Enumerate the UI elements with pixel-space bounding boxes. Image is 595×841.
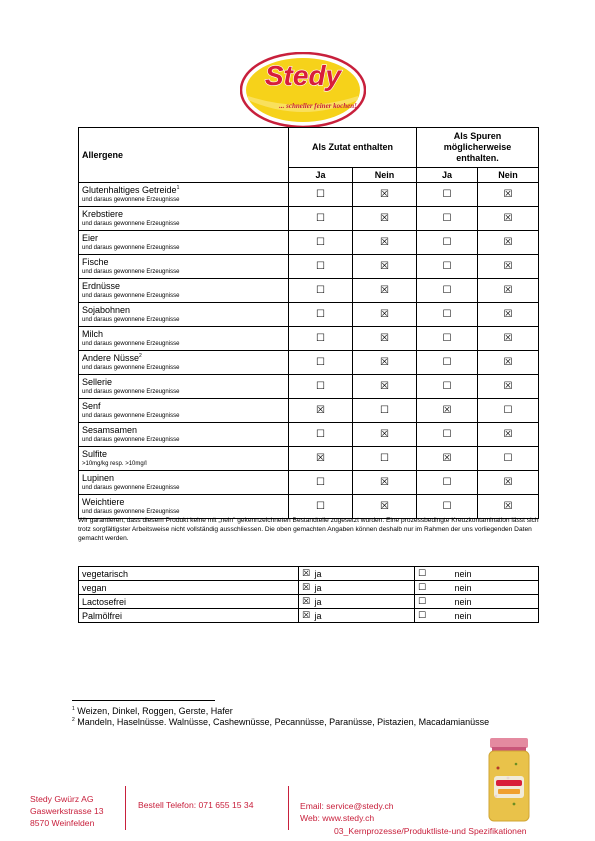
allergen-name: Sulfite <box>82 449 108 459</box>
allergen-row <box>79 279 539 303</box>
diet-row <box>79 595 539 609</box>
diet-yes-label: ja <box>315 609 415 623</box>
header-traces: Als Spuren möglicherweise enthalten. <box>417 128 539 168</box>
checkbox-t-yes[interactable]: ☐ <box>417 183 478 207</box>
allergen-name-cell <box>79 351 289 375</box>
allergen-name-cell <box>79 303 289 327</box>
allergen-name: Milch <box>82 329 104 339</box>
allergen-name-cell <box>79 471 289 495</box>
diet-yes-checkbox[interactable]: ☒ <box>299 567 315 581</box>
diet-row <box>79 581 539 595</box>
diet-row <box>79 567 539 581</box>
checkbox-i-yes[interactable]: ☐ <box>289 255 353 279</box>
checkbox-t-yes[interactable]: ☐ <box>417 375 478 399</box>
footer-street: Gaswerkstrasse 13 <box>30 806 104 816</box>
footnote-ref: 2 <box>139 353 142 359</box>
diet-yes-label: ja <box>315 567 415 581</box>
allergen-subtext: und daraus gewonnene Erzeugnisse <box>82 269 180 275</box>
checkbox-t-yes[interactable]: ☐ <box>417 255 478 279</box>
checkbox-i-yes[interactable]: ☐ <box>289 423 353 447</box>
checkbox-t-no[interactable]: ☒ <box>478 351 539 375</box>
allergen-name: Lupinen <box>82 473 115 483</box>
allergen-name-cell <box>79 495 289 519</box>
diet-no-checkbox[interactable]: ☐ <box>415 567 431 581</box>
allergen-row <box>79 447 539 471</box>
checkbox-t-no[interactable]: ☒ <box>478 375 539 399</box>
allergen-row <box>79 207 539 231</box>
allergen-row <box>79 471 539 495</box>
diet-no-label: nein <box>431 567 539 581</box>
allergen-name-cell <box>79 255 289 279</box>
footnotes <box>72 706 552 728</box>
allergen-row <box>79 399 539 423</box>
checkbox-t-yes[interactable]: ☐ <box>417 327 478 351</box>
checkbox-t-yes[interactable]: ☐ <box>417 495 478 519</box>
checkbox-i-no[interactable]: ☒ <box>353 495 417 519</box>
diet-no-label: nein <box>431 581 539 595</box>
allergen-name-cell <box>79 183 289 207</box>
product-jar-image <box>486 738 532 822</box>
checkbox-i-no[interactable]: ☒ <box>353 279 417 303</box>
allergen-row <box>79 351 539 375</box>
allergen-name: Senf <box>82 401 101 411</box>
allergen-name-cell <box>79 399 289 423</box>
checkbox-t-no[interactable]: ☒ <box>478 231 539 255</box>
allergen-subtext: und daraus gewonnene Erzeugnisse <box>82 365 180 371</box>
allergen-row <box>79 327 539 351</box>
checkbox-i-yes[interactable]: ☐ <box>289 279 353 303</box>
diet-no-label: nein <box>431 595 539 609</box>
checkbox-i-yes[interactable]: ☐ <box>289 351 353 375</box>
allergen-row <box>79 183 539 207</box>
checkbox-i-no[interactable]: ☒ <box>353 207 417 231</box>
checkbox-t-yes[interactable]: ☐ <box>417 423 478 447</box>
allergen-name: Eier <box>82 233 99 243</box>
allergen-subtext: >10mg/kg resp. >10mg/l <box>82 461 147 467</box>
allergen-subtext: und daraus gewonnene Erzeugnisse <box>82 245 180 251</box>
footer-contact <box>300 800 394 824</box>
allergen-table <box>78 127 539 519</box>
checkbox-t-no[interactable]: ☒ <box>478 495 539 519</box>
allergen-name-cell <box>79 447 289 471</box>
checkbox-t-yes[interactable]: ☐ <box>417 279 478 303</box>
diet-label: Lactosefrei <box>79 595 299 609</box>
checkbox-i-no[interactable]: ☐ <box>353 399 417 423</box>
checkbox-i-no[interactable]: ☒ <box>353 423 417 447</box>
allergen-row <box>79 231 539 255</box>
footer-address <box>30 793 104 829</box>
checkbox-t-no[interactable]: ☒ <box>478 327 539 351</box>
allergen-name-cell <box>79 327 289 351</box>
checkbox-i-no[interactable]: ☒ <box>353 231 417 255</box>
allergen-subtext: und daraus gewonnene Erzeugnisse <box>82 485 180 491</box>
allergen-name-cell <box>79 375 289 399</box>
allergen-name: Sojabohnen <box>82 305 131 315</box>
header-traces-yes: Ja <box>417 168 478 183</box>
diet-no-label: nein <box>431 609 539 623</box>
footer-divider <box>288 786 289 830</box>
allergen-subtext: und daraus gewonnene Erzeugnisse <box>82 221 180 227</box>
footer-divider <box>125 786 126 830</box>
allergen-name-cell <box>79 423 289 447</box>
checkbox-i-yes[interactable]: ☐ <box>289 303 353 327</box>
allergen-name: Sesamsamen <box>82 425 138 435</box>
allergen-name: Andere Nüsse$^2$ <box>82 353 142 363</box>
diet-yes-checkbox[interactable]: ☒ <box>299 609 315 623</box>
checkbox-i-yes[interactable]: ☐ <box>289 375 353 399</box>
checkbox-i-no[interactable]: ☐ <box>353 447 417 471</box>
checkbox-i-yes[interactable]: ☐ <box>289 327 353 351</box>
allergen-name: Erdnüsse <box>82 281 121 291</box>
diet-table <box>78 566 539 623</box>
checkbox-t-no[interactable]: ☐ <box>478 399 539 423</box>
checkbox-i-no[interactable]: ☒ <box>353 255 417 279</box>
footer-email[interactable]: Email: service@stedy.ch <box>300 801 394 811</box>
diet-yes-checkbox[interactable]: ☒ <box>299 581 315 595</box>
diet-no-checkbox[interactable]: ☐ <box>415 581 431 595</box>
diet-label: vegetarisch <box>79 567 299 581</box>
checkbox-i-no[interactable]: ☒ <box>353 351 417 375</box>
checkbox-i-yes[interactable]: ☐ <box>289 207 353 231</box>
checkbox-t-no[interactable]: ☒ <box>478 303 539 327</box>
allergen-row <box>79 255 539 279</box>
allergen-row <box>79 375 539 399</box>
checkbox-t-yes[interactable]: ☒ <box>417 447 478 471</box>
checkbox-t-yes[interactable]: ☒ <box>417 399 478 423</box>
allergen-subtext: und daraus gewonnene Erzeugnisse <box>82 509 180 515</box>
diet-label: Palmölfrei <box>79 609 299 623</box>
allergen-subtext: und daraus gewonnene Erzeugnisse <box>82 317 180 323</box>
checkbox-i-yes[interactable]: ☒ <box>289 399 353 423</box>
checkbox-i-yes[interactable]: ☐ <box>289 471 353 495</box>
allergen-subtext: und daraus gewonnene Erzeugnisse <box>82 413 180 419</box>
footer-city: 8570 Weinfelden <box>30 818 95 828</box>
footnote-1: $^1$ Weizen, Dinkel, Roggen, Gerste, Hafer <box>72 706 233 716</box>
diet-yes-label: ja <box>315 595 415 609</box>
diet-no-checkbox[interactable]: ☐ <box>415 595 431 609</box>
checkbox-i-yes[interactable]: ☐ <box>289 231 353 255</box>
checkbox-t-no[interactable]: ☒ <box>478 423 539 447</box>
allergen-subtext: und daraus gewonnene Erzeugnisse <box>82 197 180 203</box>
checkbox-i-yes[interactable]: ☐ <box>289 495 353 519</box>
checkbox-i-yes[interactable]: ☐ <box>289 183 353 207</box>
logo-slogan: ... schneller feiner kochen! <box>279 102 357 110</box>
header-ingredient: Als Zutat enthalten <box>289 128 417 168</box>
disclaimer: Wir garantieren, dass diesem Produkt keine mit „nein" gekennzeichneten Bestandteile zugesetzt wurden. Eine prozessbedingte Kreuzkontamination lässt sich trotz sorgfältigster Arbeitsweise nicht vollständig ausschliessen. Die oben gemachten Angaben können deshalb nur im Rahmen der uns vorliegenden Daten gemacht werden. <box>78 517 539 542</box>
checkbox-t-no[interactable]: ☒ <box>478 207 539 231</box>
header-ingredient-yes: Ja <box>289 168 353 183</box>
diet-yes-label: ja <box>315 581 415 595</box>
footnote-separator <box>72 700 215 701</box>
allergen-name: Krebstiere <box>82 209 124 219</box>
diet-yes-checkbox[interactable]: ☒ <box>299 595 315 609</box>
checkbox-i-no[interactable]: ☒ <box>353 375 417 399</box>
allergen-name-cell <box>79 279 289 303</box>
allergen-subtext: und daraus gewonnene Erzeugnisse <box>82 437 180 443</box>
footer-phone: Bestell Telefon: 071 655 15 34 <box>138 800 254 810</box>
allergen-name: Sellerie <box>82 377 113 387</box>
logo-wordmark: Stedy <box>264 60 342 91</box>
checkbox-t-yes[interactable]: ☐ <box>417 351 478 375</box>
diet-row <box>79 609 539 623</box>
stedy-logo <box>240 52 366 128</box>
allergen-name-cell <box>79 231 289 255</box>
allergen-name: Glutenhaltiges Getreide$^1$ <box>82 185 180 195</box>
checkbox-t-yes[interactable]: ☐ <box>417 303 478 327</box>
checkbox-t-yes[interactable]: ☐ <box>417 471 478 495</box>
checkbox-t-no[interactable]: ☒ <box>478 255 539 279</box>
allergen-subtext: und daraus gewonnene Erzeugnisse <box>82 293 180 299</box>
allergen-row <box>79 495 539 519</box>
checkbox-t-yes[interactable]: ☐ <box>417 207 478 231</box>
allergen-name: Weichtiere <box>82 497 125 507</box>
checkbox-t-yes[interactable]: ☐ <box>417 231 478 255</box>
footnote-2: $^2$ Mandeln, Haselnüsse. Walnüsse, Cashewnüsse, Pecannüsse, Paranüsse, Pistazien, Macadamianüsse <box>72 717 490 727</box>
footer-company: Stedy Gwürz AG <box>30 794 94 804</box>
footer-web[interactable]: Web: www.stedy.ch <box>300 813 375 823</box>
checkbox-t-no[interactable]: ☒ <box>478 183 539 207</box>
checkbox-i-yes[interactable]: ☒ <box>289 447 353 471</box>
allergen-subtext: und daraus gewonnene Erzeugnisse <box>82 341 180 347</box>
checkbox-t-no[interactable]: ☒ <box>478 471 539 495</box>
checkbox-i-no[interactable]: ☒ <box>353 303 417 327</box>
checkbox-t-no[interactable]: ☐ <box>478 447 539 471</box>
header-traces-no: Nein <box>478 168 539 183</box>
header-allergens: Allergene <box>79 128 289 183</box>
checkbox-i-no[interactable]: ☒ <box>353 327 417 351</box>
checkbox-t-no[interactable]: ☒ <box>478 279 539 303</box>
checkbox-i-no[interactable]: ☒ <box>353 471 417 495</box>
checkbox-i-no[interactable]: ☒ <box>353 183 417 207</box>
footnote-ref: 1 <box>176 185 180 191</box>
allergen-row <box>79 423 539 447</box>
allergen-name: Fische <box>82 257 109 267</box>
diet-no-checkbox[interactable]: ☐ <box>415 609 431 623</box>
footer-document-path: 03_Kernprozesse/Produktliste-und Spezifikationen <box>334 826 527 836</box>
allergen-subtext: und daraus gewonnene Erzeugnisse <box>82 389 180 395</box>
diet-label: vegan <box>79 581 299 595</box>
allergen-name-cell <box>79 207 289 231</box>
allergen-row <box>79 303 539 327</box>
header-ingredient-no: Nein <box>353 168 417 183</box>
